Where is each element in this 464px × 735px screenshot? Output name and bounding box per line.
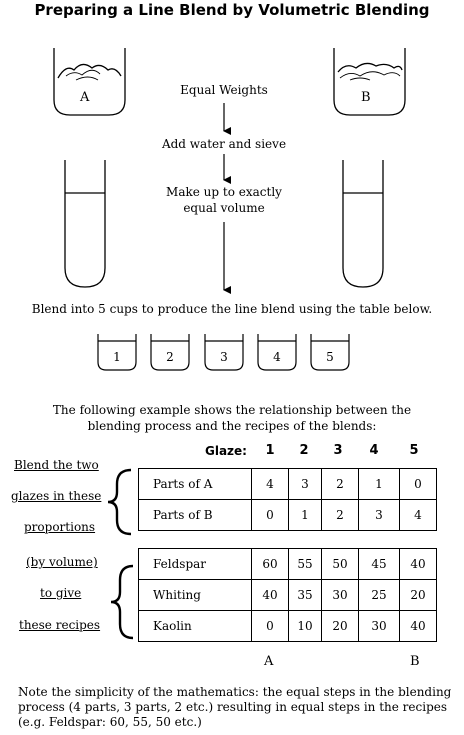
table-cell: 40 [400,549,437,580]
table-cell: 1 [359,469,400,500]
tube-a [65,160,105,287]
table-cell: 35 [289,580,322,611]
table-cell: 20 [322,611,359,642]
row-label: Parts of A [139,469,252,500]
table-cell: 2 [322,500,359,531]
step-make-up-line1: Make up to exactly [166,185,282,199]
glaze-number: 4 [369,443,379,458]
glaze-number: 3 [333,443,343,458]
table-cell: 0 [252,611,289,642]
glaze-a-label: A [80,90,90,105]
left-label-blend: Blend the two [14,458,99,472]
row-label: Parts of B [139,500,252,531]
glaze-number: 2 [299,443,309,458]
row-label: Kaolin [139,611,252,642]
left-label-proportions: proportions [24,520,96,534]
left-label-by-volume: (by volume) [26,555,98,569]
bottom-label-b: B [410,654,420,669]
table-cell: 4 [252,469,289,500]
table-cell: 40 [252,580,289,611]
glaze-header-label: Glaze: [205,444,247,458]
row-label: Whiting [139,580,252,611]
left-label-these-recipes: these recipes [19,618,101,632]
beaker-a [54,48,125,115]
left-label-glazes: glazes in these [11,489,102,503]
table-cell: 0 [252,500,289,531]
brace-proportions [108,470,131,534]
table-row [139,549,437,580]
curly-braces [108,470,133,638]
intro-line2: blending process and the recipes of the blends: [87,419,377,433]
left-label-to-give: to give [40,586,82,600]
table-cell: 2 [322,469,359,500]
table-row [139,580,437,611]
table-cell: 25 [359,580,400,611]
table-row [139,611,437,642]
table-cell: 20 [400,580,437,611]
table-row [139,469,437,500]
glaze-number: 5 [409,443,419,458]
table-cell: 0 [400,469,437,500]
cup-label: 1 [113,350,121,364]
cup-label: 2 [166,350,174,364]
note-line: process (4 parts, 3 parts, 2 etc.) resulting in equal steps in the recipes [18,700,448,714]
proportions-table [138,468,437,531]
note-line: (e.g. Feldspar: 60, 55, 50 etc.) [18,715,202,729]
table-cell: 3 [359,500,400,531]
table-cell: 45 [359,549,400,580]
cup-label: 3 [220,350,228,364]
note-line: Note the simplicity of the mathematics: the equal steps in the blending [18,685,452,699]
step-make-up-line2: equal volume [183,201,265,215]
table-cell: 60 [252,549,289,580]
cup-label: 5 [326,350,334,364]
recipes-table [138,548,437,642]
page-title: Preparing a Line Blend by Volumetric Blending [34,1,430,19]
glaze-b-label: B [361,90,371,105]
note [18,685,458,730]
table-cell: 4 [400,500,437,531]
table-cell: 3 [289,469,322,500]
table-cell: 40 [400,611,437,642]
table-cell: 1 [289,500,322,531]
cup-label: 4 [273,350,281,364]
intro-line1: The following example shows the relationship between the [52,403,412,417]
row-label: Feldspar [139,549,252,580]
table-cell: 50 [322,549,359,580]
step-equal-weights: Equal Weights [180,83,268,97]
table-cell: 55 [289,549,322,580]
bottom-label-a: A [264,654,274,669]
tube-b [343,160,383,287]
table-row [139,500,437,531]
table-cell: 30 [322,580,359,611]
brace-recipes [111,566,133,638]
glaze-number: 1 [265,443,275,458]
step-add-water: Add water and sieve [161,137,287,151]
step-blend-into: Blend into 5 cups to produce the line blend using the table below. [31,302,433,316]
table-cell: 10 [289,611,322,642]
table-cell: 30 [359,611,400,642]
